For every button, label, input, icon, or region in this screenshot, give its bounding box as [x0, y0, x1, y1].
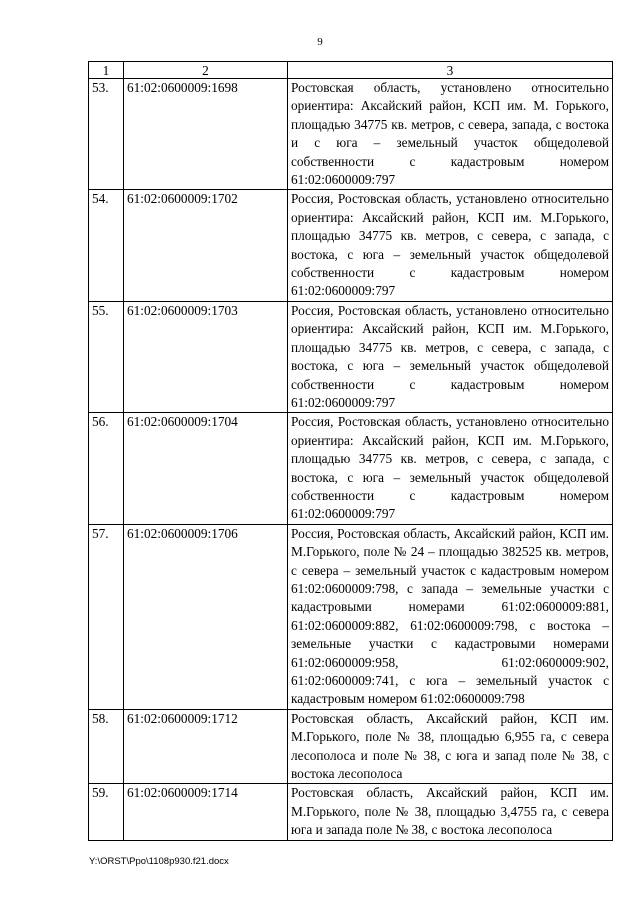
- table-row: [89, 79, 613, 190]
- plot-description: Ростовская область, Аксайский район, КСП им. М.Горького, поле № 38, площадью 6,955 га, с севера лесополоса и поле № 38, с юга и запад поле № 38, с востока лесополоса: [288, 709, 613, 784]
- table-row: [89, 524, 613, 709]
- plot-description: Россия, Ростовская область, установлено относительно ориентира: Аксайский район, КСП им. М.Горького, площадью 34775 кв. метров, с севера, с запада, с востока, с юга – земельный участок общедолевой собственности с кадастровым номером 61:02:0600009:797: [288, 413, 613, 524]
- cadastral-number: 61:02:0600009:1703: [124, 301, 288, 412]
- cadastral-number: 61:02:0600009:1706: [124, 524, 288, 709]
- cadastral-number: 61:02:0600009:1698: [124, 79, 288, 190]
- cadastral-number: 61:02:0600009:1712: [124, 709, 288, 784]
- cadastral-number: 61:02:0600009:1714: [124, 784, 288, 840]
- row-number: 53.: [89, 79, 124, 190]
- column-header-1: 1: [89, 62, 124, 79]
- plot-description: Ростовская область, установлено относительно ориентира: Аксайский район, КСП им. М. Горького, площадью 34775 кв. метров, с севера, запада, с востока и с юга – земельный участок общедолевой собственности с кадастровым номером 61:02:0600009:797: [288, 79, 613, 190]
- plot-description: Россия, Ростовская область, установлено относительно ориентира: Аксайский район, КСП им. М.Горького, площадью 34775 кв. метров, с севера, с запада, с востока, с юга – земельный участок общедолевой собственности с кадастровым номером 61:02:0600009:797: [288, 190, 613, 301]
- land-plots-table: [88, 61, 613, 841]
- row-number: 54.: [89, 190, 124, 301]
- row-number: 59.: [89, 784, 124, 840]
- row-number: 56.: [89, 413, 124, 524]
- page-number: 9: [317, 36, 323, 48]
- plot-description: Россия, Ростовская область, Аксайский район, КСП им. М.Горького, поле № 24 – площадью 382525 кв. метров, с севера – земельный участок с кадастровым номером 61:02:0600009:798, с запада – земельные участки с кадастровыми номерами 61:02:0600009:881, 61:02:0600009:882, 61:02:0600009:798, с востока – земельные участки с кадастровыми номерами 61:02:0600009:958, 61:02:0600009:902, 61:02:0600009:741, с юга – земельный участок с кадастровым номером 61:02:0600009:798: [288, 524, 613, 709]
- column-header-3: 3: [288, 62, 613, 79]
- row-number: 55.: [89, 301, 124, 412]
- table-row: [89, 413, 613, 524]
- row-number: 58.: [89, 709, 124, 784]
- table-row: [89, 784, 613, 840]
- table-row: [89, 190, 613, 301]
- table-header-row: [89, 62, 613, 79]
- column-header-2: 2: [124, 62, 288, 79]
- cadastral-number: 61:02:0600009:1704: [124, 413, 288, 524]
- plot-description: Россия, Ростовская область, установлено относительно ориентира: Аксайский район, КСП им. М.Горького, площадью 34775 кв. метров, с севера, с запада, с востока, с юга – земельный участок общедолевой собственности с кадастровым номером 61:02:0600009:797: [288, 301, 613, 412]
- plot-description: Ростовская область, Аксайский район, КСП им. М.Горького, поле № 38, площадью 3,4755 га, с севера юга и запада поле № 38, с востока лесополоса: [288, 784, 613, 840]
- table-row: [89, 709, 613, 784]
- document-file-path: Y:\ORST\Ppo\1108p930.f21.docx: [89, 856, 229, 867]
- cadastral-number: 61:02:0600009:1702: [124, 190, 288, 301]
- row-number: 57.: [89, 524, 124, 709]
- table-row: [89, 301, 613, 412]
